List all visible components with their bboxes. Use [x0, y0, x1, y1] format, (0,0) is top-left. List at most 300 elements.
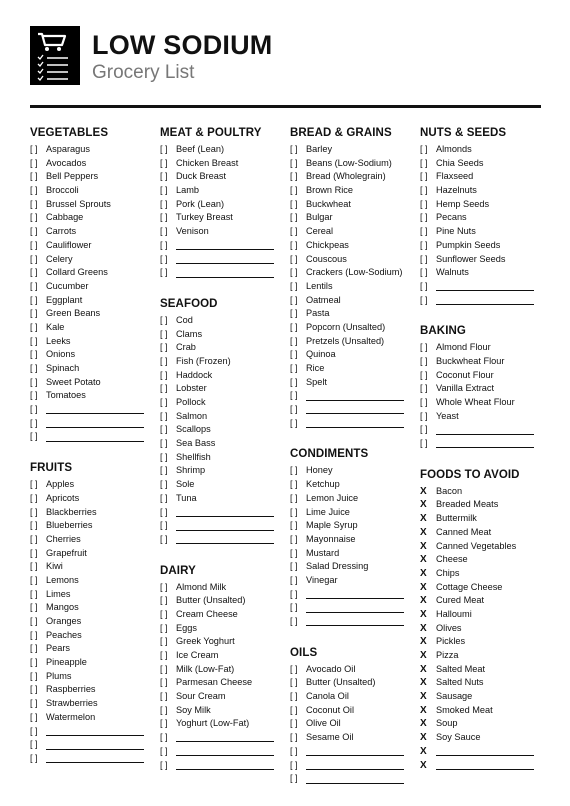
- checkbox[interactable]: [ ]: [160, 171, 168, 182]
- checkbox[interactable]: [ ]: [30, 643, 38, 654]
- avoid-x-mark: X: [420, 732, 427, 744]
- checkbox[interactable]: [ ]: [420, 171, 428, 182]
- blank-line[interactable]: [176, 269, 274, 278]
- blank-line[interactable]: [436, 426, 534, 435]
- item-label: Halloumi: [436, 608, 472, 619]
- checkbox[interactable]: [ ]: [160, 745, 168, 756]
- item-label: Cod: [176, 314, 193, 325]
- avoid-x-mark: X: [420, 663, 427, 675]
- item-label: Chicken Breast: [176, 157, 239, 168]
- checkbox[interactable]: [ ]: [290, 185, 298, 196]
- checkbox[interactable]: [ ]: [420, 144, 428, 154]
- checkbox[interactable]: [ ]: [30, 479, 38, 490]
- avoid-x-mark: X: [420, 718, 427, 730]
- list-item: [30, 294, 152, 308]
- checkbox[interactable]: [ ]: [160, 465, 168, 476]
- checkbox[interactable]: [ ]: [290, 718, 298, 729]
- checkbox[interactable]: [ ]: [420, 294, 428, 305]
- blank-line[interactable]: [176, 255, 274, 264]
- item-label: Oranges: [46, 616, 82, 626]
- checkbox[interactable]: [ ]: [160, 239, 168, 250]
- checkbox[interactable]: [ ]: [160, 198, 168, 209]
- checkbox[interactable]: [ ]: [30, 212, 38, 223]
- item-label: Parmesan Cheese: [176, 677, 253, 688]
- checkbox[interactable]: [ ]: [30, 431, 38, 442]
- item-label: Collard Greens: [46, 267, 108, 278]
- blank-line[interactable]: [436, 296, 534, 305]
- blank-line[interactable]: [306, 617, 404, 626]
- list-item: [290, 464, 412, 478]
- checkbox[interactable]: [ ]: [290, 144, 298, 154]
- checkbox[interactable]: [ ]: [30, 417, 38, 428]
- checkbox[interactable]: [ ]: [30, 616, 38, 626]
- checkbox[interactable]: [ ]: [160, 144, 168, 154]
- blank-line[interactable]: [436, 761, 534, 770]
- checkbox[interactable]: [ ]: [30, 404, 38, 415]
- checkbox[interactable]: [ ]: [420, 424, 428, 435]
- checkbox[interactable]: [ ]: [160, 492, 168, 503]
- list-item: [160, 170, 282, 184]
- blank-line[interactable]: [436, 747, 534, 756]
- list-item: [30, 492, 152, 506]
- checkbox[interactable]: [ ]: [30, 144, 38, 154]
- checkbox[interactable]: [ ]: [160, 732, 168, 743]
- list-item: [30, 362, 152, 376]
- checkbox[interactable]: [ ]: [160, 438, 168, 449]
- blank-line[interactable]: [46, 405, 144, 414]
- item-label: Breaded Meats: [436, 499, 499, 510]
- checkbox[interactable]: [ ]: [290, 616, 298, 626]
- item-label: Turkey Breast: [176, 212, 233, 223]
- checkbox[interactable]: [ ]: [160, 663, 168, 674]
- checkbox[interactable]: [ ]: [160, 424, 168, 435]
- checkbox[interactable]: [ ]: [160, 520, 168, 531]
- checkbox[interactable]: [ ]: [30, 294, 38, 305]
- checkbox[interactable]: [ ]: [160, 369, 168, 380]
- checkbox[interactable]: [ ]: [420, 397, 428, 407]
- checkbox[interactable]: [ ]: [290, 294, 298, 305]
- checkbox[interactable]: [ ]: [420, 383, 428, 394]
- checkbox[interactable]: [ ]: [160, 650, 168, 660]
- avoid-x-mark: X: [420, 554, 427, 566]
- list-item: [420, 225, 542, 239]
- header-divider: [30, 105, 541, 108]
- checkbox[interactable]: [ ]: [290, 212, 298, 223]
- list-item: [290, 663, 412, 677]
- checkbox[interactable]: [ ]: [290, 465, 298, 476]
- column-4: [420, 126, 542, 789]
- checkbox[interactable]: [ ]: [420, 226, 428, 237]
- checkbox[interactable]: [ ]: [30, 752, 38, 763]
- list-item: [30, 629, 152, 643]
- item-label: Almonds: [436, 144, 472, 154]
- checkbox[interactable]: [ ]: [420, 239, 428, 250]
- blank-line[interactable]: [306, 392, 404, 401]
- item-label: Oatmeal: [306, 294, 341, 305]
- checkbox[interactable]: [ ]: [160, 451, 168, 462]
- list-item: [420, 355, 542, 369]
- checkbox[interactable]: [ ]: [290, 732, 298, 743]
- checkbox[interactable]: [ ]: [30, 321, 38, 332]
- checkbox[interactable]: [ ]: [290, 267, 298, 278]
- avoid-x-mark: X: [420, 499, 427, 511]
- column-3: [290, 126, 412, 803]
- checkbox[interactable]: [ ]: [160, 691, 168, 702]
- checkbox[interactable]: [ ]: [290, 602, 298, 613]
- list-item: [420, 704, 542, 718]
- list-item: [160, 492, 282, 506]
- checkbox[interactable]: [ ]: [420, 267, 428, 278]
- list-item: [160, 594, 282, 608]
- section-oils: [290, 646, 412, 786]
- item-label: Hemp Seeds: [436, 198, 490, 209]
- blank-line[interactable]: [46, 419, 144, 428]
- list-item: [290, 506, 412, 520]
- list-item: [290, 731, 412, 745]
- checkbox[interactable]: [ ]: [30, 376, 38, 387]
- checkbox[interactable]: [ ]: [290, 663, 298, 674]
- item-label: Avocados: [46, 157, 87, 168]
- checkbox[interactable]: [ ]: [30, 547, 38, 558]
- checkbox[interactable]: [ ]: [290, 308, 298, 319]
- item-label: Buttermilk: [436, 513, 477, 524]
- item-label: Shrimp: [176, 465, 206, 476]
- checkbox[interactable]: [ ]: [160, 212, 168, 223]
- avoid-x-mark: X: [420, 745, 427, 757]
- blank-line[interactable]: [306, 604, 404, 613]
- section-foods-to-avoid: [420, 468, 542, 772]
- list-item: [290, 170, 412, 184]
- blank-line[interactable]: [306, 419, 404, 428]
- item-label: Green Beans: [46, 308, 101, 319]
- checkbox[interactable]: [ ]: [160, 759, 168, 770]
- checkbox[interactable]: [ ]: [290, 479, 298, 490]
- checkbox[interactable]: [ ]: [290, 390, 298, 401]
- checkbox[interactable]: [ ]: [290, 506, 298, 517]
- checkbox[interactable]: [ ]: [30, 308, 38, 319]
- blank-line[interactable]: [306, 775, 404, 784]
- list-item: [30, 670, 152, 684]
- blank-line[interactable]: [176, 535, 274, 544]
- list-item: [30, 588, 152, 602]
- list-item: [160, 649, 282, 663]
- blank-list-item: [160, 266, 282, 280]
- item-label: Vinegar: [306, 574, 338, 585]
- list-item: [30, 143, 152, 157]
- checkbox[interactable]: [ ]: [290, 198, 298, 209]
- item-label: Honey: [306, 465, 333, 476]
- item-label: Crackers (Low-Sodium): [306, 267, 403, 278]
- section-meat-poultry: [160, 126, 282, 280]
- list-item: [30, 239, 152, 253]
- blank-line[interactable]: [306, 761, 404, 770]
- checkbox[interactable]: [ ]: [30, 657, 38, 668]
- checkbox[interactable]: [ ]: [290, 561, 298, 572]
- checkbox[interactable]: [ ]: [30, 684, 38, 695]
- blank-line[interactable]: [46, 727, 144, 736]
- checkbox[interactable]: [ ]: [160, 636, 168, 647]
- blank-line[interactable]: [46, 741, 144, 750]
- blank-line[interactable]: [306, 590, 404, 599]
- blank-list-item: [160, 239, 282, 253]
- blank-line[interactable]: [46, 433, 144, 442]
- checkbox[interactable]: [ ]: [420, 369, 428, 380]
- checkbox[interactable]: [ ]: [420, 185, 428, 196]
- checkbox[interactable]: [ ]: [290, 773, 298, 784]
- list-item: [30, 280, 152, 294]
- list-item: [420, 717, 542, 731]
- list-item: [290, 239, 412, 253]
- checkbox[interactable]: [ ]: [290, 588, 298, 599]
- checkbox[interactable]: [ ]: [160, 608, 168, 619]
- checkbox[interactable]: [ ]: [160, 397, 168, 407]
- list-item: [290, 376, 412, 390]
- checkbox[interactable]: [ ]: [30, 390, 38, 401]
- checkbox[interactable]: [ ]: [420, 253, 428, 264]
- item-label: Hazelnuts: [436, 185, 477, 196]
- item-label: Chickpeas: [306, 239, 349, 250]
- checkbox[interactable]: [ ]: [160, 622, 168, 633]
- blank-line[interactable]: [176, 761, 274, 770]
- list-item: [30, 711, 152, 725]
- checkbox[interactable]: [ ]: [30, 267, 38, 278]
- blank-line[interactable]: [436, 439, 534, 448]
- checkbox[interactable]: [ ]: [290, 704, 298, 715]
- checkbox[interactable]: [ ]: [290, 677, 298, 688]
- checkbox[interactable]: [ ]: [160, 677, 168, 688]
- list-item: [160, 478, 282, 492]
- checkbox[interactable]: [ ]: [30, 629, 38, 640]
- item-label: Onions: [46, 349, 76, 360]
- blank-line[interactable]: [306, 747, 404, 756]
- checkbox[interactable]: [ ]: [420, 342, 428, 353]
- list-item: [30, 506, 152, 520]
- item-label: Olives: [436, 622, 462, 633]
- checkbox[interactable]: [ ]: [30, 739, 38, 750]
- checkbox[interactable]: [ ]: [420, 198, 428, 209]
- item-label: Scallops: [176, 424, 211, 435]
- avoid-x-mark: X: [420, 540, 427, 552]
- checkbox[interactable]: [ ]: [30, 574, 38, 585]
- list-item: [290, 253, 412, 267]
- list-item: [420, 663, 542, 677]
- item-label: Quinoa: [306, 349, 336, 360]
- blank-list-item: [290, 601, 412, 615]
- checkbox[interactable]: [ ]: [160, 355, 168, 366]
- item-label: Peaches: [46, 629, 82, 640]
- checkbox[interactable]: [ ]: [160, 410, 168, 421]
- list-item: [290, 143, 412, 157]
- blank-list-item: [290, 745, 412, 759]
- checkbox[interactable]: [ ]: [290, 520, 298, 531]
- checkbox[interactable]: [ ]: [30, 157, 38, 168]
- checkbox[interactable]: [ ]: [160, 506, 168, 517]
- item-label: Pickles: [436, 636, 466, 647]
- checkbox[interactable]: [ ]: [160, 185, 168, 196]
- checkbox[interactable]: [ ]: [160, 253, 168, 264]
- checkbox[interactable]: [ ]: [290, 253, 298, 264]
- checkbox[interactable]: [ ]: [290, 404, 298, 415]
- checkbox[interactable]: [ ]: [290, 363, 298, 373]
- item-label: Walnuts: [436, 267, 469, 278]
- page-subtitle: Grocery List: [92, 62, 195, 83]
- list-item: [290, 717, 412, 731]
- list-item: [420, 211, 542, 225]
- list-item: [30, 198, 152, 212]
- checkbox[interactable]: [ ]: [160, 328, 168, 339]
- checkbox[interactable]: [ ]: [160, 595, 168, 606]
- checkbox[interactable]: [ ]: [160, 314, 168, 325]
- checkbox[interactable]: [ ]: [290, 574, 298, 585]
- checkbox[interactable]: [ ]: [420, 438, 428, 449]
- section-title: NUTS & SEEDS: [420, 127, 507, 139]
- list-item: [420, 369, 542, 383]
- checkbox[interactable]: [ ]: [420, 355, 428, 366]
- checkbox[interactable]: [ ]: [30, 363, 38, 373]
- checkbox[interactable]: [ ]: [30, 670, 38, 681]
- section-title: FOODS TO AVOID: [420, 468, 520, 481]
- checkbox[interactable]: [ ]: [290, 157, 298, 168]
- checkbox[interactable]: [ ]: [290, 533, 298, 544]
- item-label: Spinach: [46, 363, 80, 373]
- checkbox[interactable]: [ ]: [420, 157, 428, 168]
- checkbox[interactable]: [ ]: [290, 417, 298, 428]
- list-item: [160, 437, 282, 451]
- checkbox[interactable]: [ ]: [290, 376, 298, 387]
- checkbox[interactable]: [ ]: [290, 335, 298, 346]
- item-label: Bulgar: [306, 212, 333, 223]
- checkbox[interactable]: [ ]: [30, 602, 38, 613]
- item-label: Smoked Meat: [436, 704, 493, 715]
- item-label: Ice Cream: [176, 650, 219, 660]
- checkbox[interactable]: [ ]: [290, 280, 298, 291]
- checkbox[interactable]: [ ]: [290, 691, 298, 702]
- checkbox[interactable]: [ ]: [160, 383, 168, 394]
- list-item: [160, 341, 282, 355]
- checkbox[interactable]: [ ]: [160, 479, 168, 490]
- list-item: [160, 225, 282, 239]
- item-label: Kiwi: [46, 561, 63, 572]
- checkbox[interactable]: [ ]: [30, 253, 38, 264]
- checkbox[interactable]: [ ]: [160, 533, 168, 544]
- checkbox[interactable]: [ ]: [30, 239, 38, 250]
- item-label: Salad Dressing: [306, 561, 369, 572]
- checkbox[interactable]: [ ]: [30, 171, 38, 182]
- blank-line[interactable]: [306, 405, 404, 414]
- list-item: [160, 314, 282, 328]
- checkbox[interactable]: [ ]: [420, 410, 428, 421]
- checkbox[interactable]: [ ]: [160, 718, 168, 729]
- list-item: [290, 492, 412, 506]
- checkbox[interactable]: [ ]: [160, 342, 168, 353]
- list-item: [420, 341, 542, 355]
- blank-line[interactable]: [176, 522, 274, 531]
- item-label: Clams: [176, 328, 203, 339]
- section-condiments: [290, 447, 412, 628]
- checkbox[interactable]: [ ]: [290, 226, 298, 237]
- checkbox[interactable]: [ ]: [30, 506, 38, 517]
- item-label: Haddock: [176, 369, 213, 380]
- list-item: [160, 464, 282, 478]
- item-label: Leeks: [46, 335, 71, 346]
- checkbox[interactable]: [ ]: [420, 280, 428, 291]
- list-item: [290, 690, 412, 704]
- item-label: Coconut Oil: [306, 704, 355, 715]
- page-header: [30, 26, 540, 108]
- item-label: Lobster: [176, 383, 207, 394]
- checkbox[interactable]: [ ]: [160, 157, 168, 168]
- checkbox[interactable]: [ ]: [30, 185, 38, 196]
- checkbox[interactable]: [ ]: [30, 698, 38, 709]
- avoid-x-mark: X: [420, 636, 427, 648]
- checkbox[interactable]: [ ]: [290, 321, 298, 332]
- item-label: Coconut Flour: [436, 369, 494, 380]
- checkbox[interactable]: [ ]: [30, 226, 38, 237]
- item-label: Shellfish: [176, 451, 211, 462]
- item-label: Lamb: [176, 185, 199, 196]
- blank-line[interactable]: [176, 733, 274, 742]
- checkbox[interactable]: [ ]: [30, 198, 38, 209]
- checkbox[interactable]: [ ]: [30, 561, 38, 572]
- blank-list-item: [30, 725, 152, 739]
- list-item: [160, 451, 282, 465]
- checkbox[interactable]: [ ]: [30, 725, 38, 736]
- checkbox[interactable]: [ ]: [290, 745, 298, 756]
- checkbox[interactable]: [ ]: [160, 581, 168, 592]
- checkbox[interactable]: [ ]: [30, 349, 38, 360]
- checkbox[interactable]: [ ]: [30, 280, 38, 291]
- item-label: Fish (Frozen): [176, 355, 231, 366]
- checkbox[interactable]: [ ]: [30, 520, 38, 531]
- checkbox[interactable]: [ ]: [290, 349, 298, 360]
- checkbox[interactable]: [ ]: [290, 547, 298, 558]
- checkbox[interactable]: [ ]: [290, 759, 298, 770]
- list-item: [30, 697, 152, 711]
- blank-line[interactable]: [176, 508, 274, 517]
- list-item: [290, 321, 412, 335]
- checkbox[interactable]: [ ]: [420, 212, 428, 223]
- checkbox[interactable]: [ ]: [30, 492, 38, 503]
- checkbox[interactable]: [ ]: [290, 239, 298, 250]
- item-label: Pasta: [306, 308, 330, 319]
- checkbox[interactable]: [ ]: [30, 533, 38, 544]
- list-item: [420, 594, 542, 608]
- checkbox[interactable]: [ ]: [160, 704, 168, 715]
- list-item: [420, 526, 542, 540]
- item-label: Chips: [436, 567, 460, 578]
- list-item: [30, 642, 152, 656]
- checkbox[interactable]: [ ]: [290, 171, 298, 182]
- avoid-x-mark: X: [420, 704, 427, 716]
- checkbox[interactable]: [ ]: [160, 226, 168, 237]
- checkbox[interactable]: [ ]: [30, 711, 38, 722]
- checkbox[interactable]: [ ]: [30, 335, 38, 346]
- list-item: [160, 410, 282, 424]
- checkbox[interactable]: [ ]: [160, 267, 168, 278]
- blank-line[interactable]: [436, 282, 534, 291]
- item-label: Soup: [436, 718, 458, 729]
- item-label: Lentils: [306, 280, 333, 291]
- checkbox[interactable]: [ ]: [30, 588, 38, 599]
- avoid-x-mark: X: [420, 595, 427, 607]
- checkbox[interactable]: [ ]: [290, 492, 298, 503]
- blank-line[interactable]: [46, 754, 144, 763]
- list-item: [290, 335, 412, 349]
- item-label: Grapefruit: [46, 547, 87, 558]
- blank-line[interactable]: [176, 747, 274, 756]
- avoid-x-mark: X: [420, 677, 427, 689]
- blank-line[interactable]: [176, 241, 274, 250]
